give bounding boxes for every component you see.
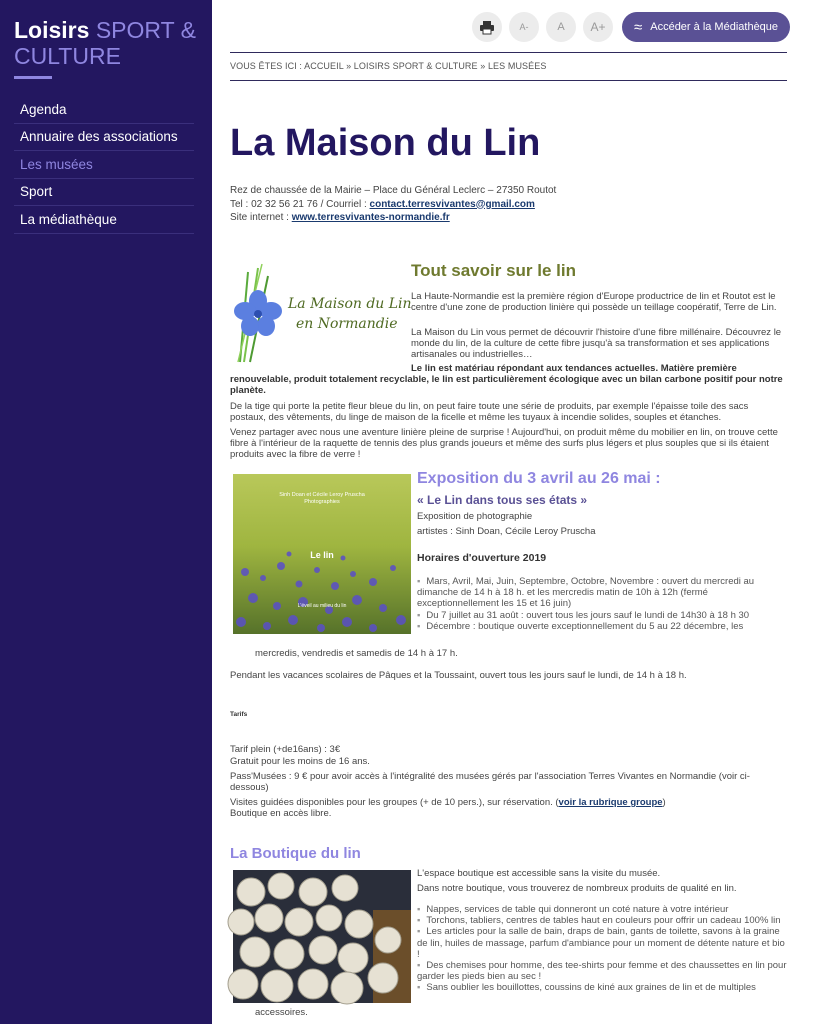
boutique-libre: Boutique en accès libre. xyxy=(230,808,332,819)
site-brand[interactable] xyxy=(14,17,204,69)
lin-paragraph-5: Venez partager avec nous une aventure linière pleine de surprise ! Aujourd'hui, on produit même du mobilier en lin, on trouve cette fibre à l'intérieur de la raquette de tennis des plus grands joueurs et même des surfs plus légers et plus souples que si ils étaient produits avec la fibre de verre ! xyxy=(230,427,778,461)
boutique-item: ▪ Des chemises pour homme, des tee-shirts pour femme et des chaussettes en lin pour garder les pieds bien au sec ! xyxy=(417,960,789,982)
boutique-paragraph-1: L'espace boutique est accessible sans la visite du musée. xyxy=(417,868,661,879)
sidebar-item-musees[interactable]: Les musées xyxy=(14,151,194,179)
lin-paragraph-3-bold: Le lin est matériau répondant aux tendances actuelles. Matière première renouvelable, produit totalement recyclable, le lin est particulièrement écologique avec un bilan carbone positif pour notre planète. xyxy=(230,363,783,397)
font-increase-label: A+ xyxy=(590,20,606,34)
lin-heading: Tout savoir sur le lin xyxy=(411,261,576,280)
boutique-list xyxy=(417,904,789,994)
sidebar-item-annuaire[interactable]: Annuaire des associations xyxy=(14,124,194,152)
tel-text: Tel : 02 32 56 21 76 / Courriel : xyxy=(230,198,370,210)
lin-paragraph-3 xyxy=(230,363,786,397)
website-link[interactable]: www.terresvivantes-normandie.fr xyxy=(291,212,450,223)
page-title: La Maison du Lin xyxy=(230,122,541,164)
tarif-plein: Tarif plein (+de16ans) : 3€ xyxy=(230,744,341,755)
breadcrumb-top-rule xyxy=(230,52,787,53)
pass-musees: Pass'Musées : 9 € pour avoir accès à l'intégralité des musées gérés par l'association Terres Vivantes en Normandie (voir ci-dessous) xyxy=(230,771,750,794)
sidebar xyxy=(0,0,212,1024)
mediatheque-button[interactable] xyxy=(622,12,790,42)
visites-suffix: ) xyxy=(662,797,666,808)
brand-sport-culture: SPORT & CULTURE xyxy=(14,17,196,69)
font-decrease-label: A- xyxy=(519,22,529,32)
book-stack-icon: ≈ xyxy=(634,18,643,36)
visites-text: Visites guidées disponibles pour les groupes (+ de 10 pers.), sur réservation. ( xyxy=(230,797,559,808)
printer-icon xyxy=(480,21,494,34)
font-increase-button[interactable] xyxy=(583,12,613,42)
brand-underline xyxy=(14,76,52,79)
expo-subtitle: « Le Lin dans tous ses états » xyxy=(417,493,588,507)
email-link[interactable]: contact.terresvivantes@gmail.com xyxy=(369,198,535,210)
boutique-item: ▪ Nappes, services de table qui donneront un coté nature à votre intérieur xyxy=(417,904,789,915)
brand-loisirs: Loisirs xyxy=(14,17,90,43)
boutique-paragraph-2: Dans notre boutique, vous trouverez de nombreux produits de qualité en lin. xyxy=(417,883,737,894)
exposition-poster xyxy=(233,474,411,634)
boutique-item: ▪ Sans oublier les bouillottes, coussins de kiné aux graines de lin et de multiples xyxy=(417,982,789,993)
site-text: Site internet : xyxy=(230,212,292,223)
boutique-heading: La Boutique du lin xyxy=(230,845,361,862)
contact-info xyxy=(230,184,556,225)
hours-item: ▪ Du 7 juillet au 31 août : ouvert tous les jours sauf le lundi de 14h30 à 18 h 30 xyxy=(417,610,789,621)
font-decrease-button[interactable] xyxy=(509,12,539,42)
address: Rez de chaussée de la Mairie – Place du Général Leclerc – 27350 Routot xyxy=(230,185,557,196)
font-reset-button[interactable] xyxy=(546,12,576,42)
hours-continuation: mercredis, vendredis et samedis de 14 h à 17 h. xyxy=(255,648,458,659)
print-button[interactable] xyxy=(472,12,502,42)
lin-paragraph-2: La Maison du Lin vous permet de découvrir l'histoire d'une fibre millénaire. Découvrez le monde du lin, de la culture de cette fibre jusqu'à sa transformation et ses applications artisanales ou industrielles… xyxy=(411,327,782,361)
maison-du-lin-logo xyxy=(230,262,412,366)
boutique-continuation: accessoires. xyxy=(255,1007,308,1018)
hours-item: ▪ Décembre : boutique ouverte exceptionnellement du 5 au 22 décembre, les xyxy=(417,621,789,632)
breadcrumb-bottom-rule xyxy=(230,80,787,81)
tel-line xyxy=(230,198,556,212)
groupe-link[interactable]: voir la rubrique groupe xyxy=(558,797,663,808)
boutique-item: ▪ Les articles pour la salle de bain, draps de bain, gants de toilette, savons à la graine de lin, huiles de massage, parfum d'ambiance pour un moment de détente nature et bio ! xyxy=(417,926,789,960)
expo-artists: artistes : Sinh Doan, Cécile Leroy Pruscha xyxy=(417,526,596,537)
vacances-info: Pendant les vacances scolaires de Pâques et la Toussaint, ouvert tous les jours sauf le lundi, de 14 h à 18 h. xyxy=(230,670,687,681)
visites-guidees xyxy=(230,797,666,808)
expo-type: Exposition de photographie xyxy=(417,511,533,522)
toolbar xyxy=(472,12,790,42)
tarifs-label: Tarifs xyxy=(230,711,248,718)
lin-paragraph-1: La Haute-Normandie est la première région d'Europe productrice de lin et Routot est le centre d'une zone de production linière qui possède un teillage coopératif, Terre de Lin. xyxy=(411,291,777,314)
sidebar-item-agenda[interactable]: Agenda xyxy=(14,96,194,124)
boutique-item: ▪ Torchons, tabliers, centres de tables haut en couleurs pour offrir un cadeau 100% lin xyxy=(417,915,789,926)
logo-line2: en Normandie xyxy=(296,316,398,332)
lin-paragraph-4: De la tige qui porte la petite fleur bleue du lin, on peut faire toute une série de produits, par exemple l'épaisse toile des sacs postaux, des vêtements, du linge de maison de la ficelle et même les tuyaux à incendie solides, souples et étanches. xyxy=(230,401,749,424)
sidebar-nav xyxy=(14,96,194,234)
expo-heading: Exposition du 3 avril au 26 mai : xyxy=(417,470,661,487)
hours-heading: Horaires d'ouverture 2019 xyxy=(417,552,547,564)
tarif-gratuit: Gratuit pour les moins de 16 ans. xyxy=(230,756,370,767)
mediatheque-label: Accéder à la Médiathèque xyxy=(650,21,779,33)
logo-line1: La Maison du Lin xyxy=(288,296,412,312)
poster-title: Le lin xyxy=(310,550,334,560)
hours-list xyxy=(417,576,789,632)
sidebar-item-mediatheque[interactable]: La médiathèque xyxy=(14,206,194,234)
site-line xyxy=(230,211,556,225)
breadcrumb[interactable]: VOUS ÊTES ICI : ACCUEIL » LOISIRS SPORT & CULTURE » LES MUSÉES xyxy=(230,61,547,71)
font-reset-label: A xyxy=(557,21,565,33)
sidebar-item-sport[interactable]: Sport xyxy=(14,179,194,207)
poster-caption: L'éveil au milieu du lin xyxy=(297,603,347,609)
poster-credit: Sinh Doan et Cécile Leroy Pruscha xyxy=(279,492,365,498)
hours-item: ▪ Mars, Avril, Mai, Juin, Septembre, Octobre, Novembre : ouvert du mercredi au dimanche de 14 h à 18 h. et les mercredis matin de 10h à 12h (fermé exceptionnellement les 15 et 16 juin) xyxy=(417,576,789,610)
boutique-photo xyxy=(233,870,411,1003)
poster-credit-2: Photographies xyxy=(304,499,340,505)
